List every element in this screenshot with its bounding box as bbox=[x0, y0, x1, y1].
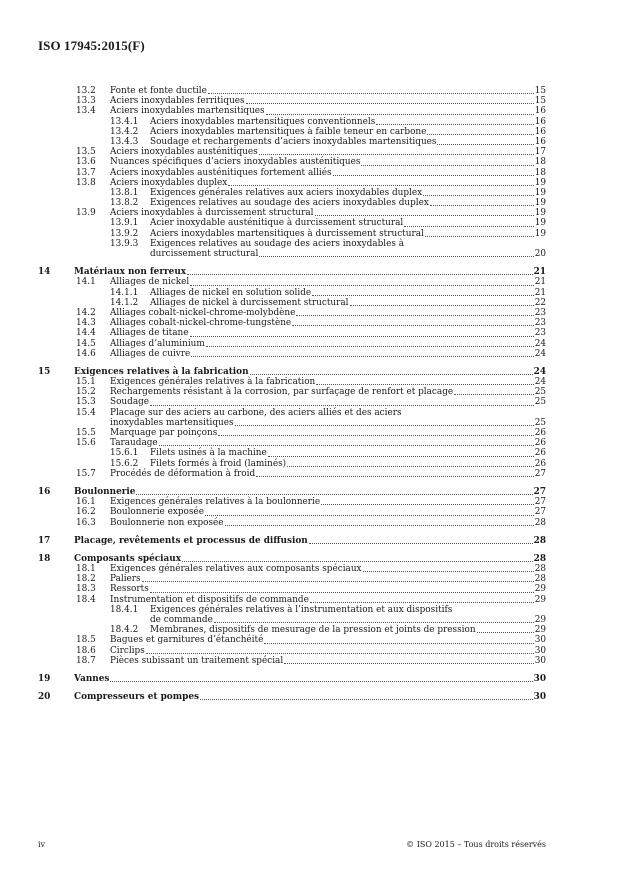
toc-page-number: 30 bbox=[534, 635, 546, 646]
toc-entry-title: inoxydables martensitiques bbox=[110, 417, 234, 428]
toc-page-number: 28 bbox=[533, 553, 546, 564]
toc-entry-number: 18.2 bbox=[76, 574, 96, 585]
toc-leader-dots bbox=[266, 114, 534, 115]
toc-entry[interactable] bbox=[38, 656, 546, 666]
toc-leader-dots bbox=[404, 226, 533, 227]
toc-page-number: 28 bbox=[534, 517, 546, 528]
toc-entry-number: 16.1 bbox=[76, 497, 96, 508]
toc-entry[interactable] bbox=[38, 469, 546, 479]
toc-page-number: 24 bbox=[534, 348, 546, 359]
toc-entry-number: 13.8.1 bbox=[110, 187, 139, 198]
toc-page-number: 25 bbox=[534, 387, 546, 398]
toc-entry-title: Boulonnerie bbox=[74, 486, 136, 497]
toc-page-number: 23 bbox=[534, 318, 546, 329]
toc-entry[interactable] bbox=[38, 459, 546, 469]
toc-leader-dots bbox=[321, 504, 534, 505]
toc-entry-number: 18 bbox=[38, 553, 51, 564]
toc-leader-dots bbox=[225, 525, 534, 526]
toc-page-number: 16 bbox=[534, 116, 546, 127]
toc-entry-title: Paliers bbox=[110, 574, 141, 585]
toc-leader-dots bbox=[256, 476, 534, 477]
toc-entry-number: 13.8.2 bbox=[110, 198, 139, 209]
toc-page-number: 15 bbox=[534, 86, 546, 96]
toc-entry-number: 15.6.2 bbox=[110, 458, 139, 469]
toc-page-number: 27 bbox=[534, 507, 546, 518]
toc-chapter-entry[interactable] bbox=[38, 267, 546, 277]
toc-leader-dots bbox=[296, 315, 533, 316]
toc-entry[interactable] bbox=[38, 178, 546, 188]
toc-leader-dots bbox=[454, 394, 534, 395]
toc-page-number: 29 bbox=[534, 594, 546, 605]
toc-page-number: 30 bbox=[533, 673, 546, 684]
toc-chapter-entry[interactable] bbox=[38, 692, 546, 702]
toc-leader-dots bbox=[437, 144, 533, 145]
toc-entry[interactable] bbox=[38, 147, 546, 157]
toc-page-number: 17 bbox=[534, 147, 546, 158]
toc-page-number: 16 bbox=[534, 106, 546, 117]
toc-entry-title: Vannes bbox=[74, 673, 110, 684]
toc-entry[interactable] bbox=[38, 168, 546, 178]
toc-entry[interactable] bbox=[38, 96, 546, 106]
toc-leader-dots bbox=[150, 592, 534, 593]
toc-page-number: 19 bbox=[534, 177, 546, 188]
toc-entry-number: 14.5 bbox=[76, 338, 96, 349]
toc-spacer bbox=[38, 479, 546, 487]
toc-entry-title: Rechargements résistant à la corrosion, par surfaçage de renfort et placage bbox=[110, 387, 454, 398]
toc-leader-dots bbox=[477, 632, 534, 633]
toc-entry-title: Instrumentation et dispositifs de commande bbox=[110, 594, 309, 605]
toc-leader-dots bbox=[363, 571, 534, 572]
toc-entry[interactable] bbox=[38, 418, 546, 428]
toc-entry[interactable] bbox=[38, 218, 546, 228]
toc-leader-dots bbox=[146, 653, 534, 654]
toc-leader-dots bbox=[182, 561, 533, 562]
toc-entry-number: 14.4 bbox=[76, 328, 96, 339]
toc-entry-title: Aciers inoxydables martensitiques à faible teneur en carbone bbox=[150, 126, 427, 137]
toc-entry[interactable] bbox=[38, 308, 546, 318]
toc-leader-dots bbox=[310, 602, 534, 603]
toc-entry[interactable] bbox=[38, 117, 546, 127]
toc-entry-title: Exigences générales relatives à la fabrication bbox=[110, 377, 316, 388]
toc-page-number: 19 bbox=[534, 228, 546, 239]
toc-page-number: 27 bbox=[534, 468, 546, 479]
toc-entry-title: Placage, revêtements et processus de diffusion bbox=[74, 535, 308, 546]
toc-entry-number: 13.4 bbox=[76, 106, 96, 117]
toc-entry-number: 18.1 bbox=[76, 564, 96, 575]
toc-entry-title: Exigences relatives à la fabrication bbox=[74, 366, 249, 377]
toc-leader-dots bbox=[190, 336, 534, 337]
toc-entry[interactable] bbox=[38, 408, 546, 418]
toc-entry-title: de commande bbox=[150, 615, 213, 625]
toc-page-number: 21 bbox=[534, 287, 546, 298]
toc-entry[interactable] bbox=[38, 249, 546, 259]
toc-leader-dots bbox=[142, 581, 534, 582]
toc-entry-number: 13.2 bbox=[76, 86, 96, 96]
toc-leader-dots bbox=[264, 643, 533, 644]
toc-entry-title: Fonte et fonte ductile bbox=[110, 86, 207, 96]
toc-entry-title: Procédés de déformation à froid bbox=[110, 468, 256, 479]
toc-entry-number: 13.9.2 bbox=[110, 228, 139, 239]
toc-chapter-entry[interactable] bbox=[38, 487, 546, 497]
toc-page-number: 18 bbox=[534, 157, 546, 168]
toc-page-number: 20 bbox=[534, 249, 546, 259]
toc-entry-number: 18.6 bbox=[76, 645, 96, 656]
toc-page-number: 25 bbox=[534, 417, 546, 428]
toc-leader-dots bbox=[246, 103, 534, 104]
toc-leader-dots bbox=[423, 195, 534, 196]
toc-leader-dots bbox=[110, 681, 532, 682]
toc-spacer bbox=[38, 528, 546, 536]
toc-entry-number: 14.3 bbox=[76, 318, 96, 329]
toc-entry-title: durcissement structural bbox=[150, 249, 259, 259]
toc-entry-number: 14.1.1 bbox=[110, 287, 139, 298]
toc-entry-title: Exigences relatives au soudage des aciers inoxydables à bbox=[150, 238, 405, 249]
toc-entry-title: Placage sur des aciers au carbone, des aciers alliés et des aciers bbox=[110, 407, 402, 418]
toc-leader-dots bbox=[190, 285, 533, 286]
toc-page-number: 27 bbox=[533, 486, 546, 497]
toc-entry-title: Circlips bbox=[110, 645, 145, 656]
toc-entry-number: 18.4.2 bbox=[110, 625, 139, 636]
toc-leader-dots bbox=[268, 456, 534, 457]
toc-entry-number: 19 bbox=[38, 673, 51, 684]
toc-page-number: 21 bbox=[534, 277, 546, 288]
toc-entry-number: 13.9 bbox=[76, 208, 96, 219]
toc-entry[interactable] bbox=[38, 288, 546, 298]
toc-entry-title: Pièces subissant un traitement spécial bbox=[110, 655, 284, 666]
toc-entry[interactable] bbox=[38, 397, 546, 407]
toc-page-number: 19 bbox=[534, 198, 546, 209]
toc-entry[interactable] bbox=[38, 497, 546, 507]
toc-entry-number: 14 bbox=[38, 267, 51, 278]
toc-entry[interactable] bbox=[38, 328, 546, 338]
toc-page-number: 23 bbox=[534, 328, 546, 339]
toc-entry-title: Aciers inoxydables austénitiques fortement alliés bbox=[110, 167, 332, 178]
toc-entry-number: 15.2 bbox=[76, 387, 96, 398]
toc-leader-dots bbox=[136, 494, 532, 495]
toc-entry-number: 15.5 bbox=[76, 428, 96, 438]
toc-page-number: 16 bbox=[534, 126, 546, 137]
toc-leader-dots bbox=[218, 435, 533, 436]
toc-entry-title: Alliages cobalt-nickel-chrome-tungstène bbox=[110, 318, 292, 329]
toc-entry[interactable] bbox=[38, 157, 546, 167]
toc-entry-number: 16.2 bbox=[76, 507, 96, 518]
toc-entry-title: Marquage par poinçons bbox=[110, 428, 218, 438]
toc-entry-number: 18.5 bbox=[76, 635, 96, 646]
toc-entry-title: Alliages de titane bbox=[110, 328, 189, 339]
toc-page-number: 24 bbox=[533, 366, 546, 377]
toc-entry-number: 13.4.1 bbox=[110, 116, 139, 127]
toc-entry-title: Aciers inoxydables duplex bbox=[110, 177, 228, 188]
toc-leader-dots bbox=[206, 346, 534, 347]
toc-page-number: 28 bbox=[534, 574, 546, 585]
toc-page-number: 19 bbox=[534, 218, 546, 229]
toc-leader-dots bbox=[259, 256, 533, 257]
toc-entry[interactable] bbox=[38, 448, 546, 458]
toc-entry-title: Alliages cobalt-nickel-chrome-molybdène bbox=[110, 307, 296, 318]
toc-entry-title: Alliages de nickel à durcissement structural bbox=[150, 297, 349, 308]
toc-entry-number: 13.6 bbox=[76, 157, 96, 168]
toc-page-number: 29 bbox=[534, 625, 546, 636]
toc-entry-title: Nuances spécifiques d’aciers inoxydables austénitiques bbox=[110, 157, 361, 168]
toc-leader-dots bbox=[287, 466, 534, 467]
toc-entry-number: 18.4.1 bbox=[110, 604, 139, 615]
toc-page-number: 26 bbox=[534, 458, 546, 469]
toc-entry-number: 15 bbox=[38, 366, 51, 377]
toc-page-number: 28 bbox=[533, 535, 546, 546]
toc-page-number: 16 bbox=[534, 136, 546, 147]
toc-entry[interactable] bbox=[38, 188, 546, 198]
toc-entry[interactable] bbox=[38, 137, 546, 147]
document-id: ISO 17945:2015(F) bbox=[38, 38, 145, 53]
toc-leader-dots bbox=[309, 543, 533, 544]
toc-entry-number: 14.2 bbox=[76, 307, 96, 318]
toc-entry-number: 14.6 bbox=[76, 348, 96, 359]
toc-entry-number: 16.3 bbox=[76, 517, 96, 528]
toc-entry-number: 15.7 bbox=[76, 468, 96, 479]
toc-entry[interactable] bbox=[38, 318, 546, 328]
toc-entry-title: Aciers inoxydables à durcissement structural bbox=[110, 208, 314, 219]
toc-leader-dots bbox=[376, 124, 533, 125]
toc-entry[interactable] bbox=[38, 339, 546, 349]
toc-leader-dots bbox=[259, 154, 534, 155]
toc-entry[interactable] bbox=[38, 625, 546, 635]
toc-entry-number: 13.7 bbox=[76, 167, 96, 178]
toc-entry-number: 14.1.2 bbox=[110, 297, 139, 308]
toc-entry[interactable] bbox=[38, 438, 546, 448]
toc-entry-title: Bagues et garnitures d’étanchéité bbox=[110, 635, 264, 646]
toc-entry[interactable] bbox=[38, 615, 546, 625]
toc-entry-number: 17 bbox=[38, 535, 51, 546]
toc-entry-number: 18.3 bbox=[76, 584, 96, 595]
toc-entry-number: 13.4.2 bbox=[110, 126, 139, 137]
toc-entry-title: Aciers inoxydables austénitiques bbox=[110, 147, 258, 158]
toc-entry[interactable] bbox=[38, 298, 546, 308]
toc-entry[interactable] bbox=[38, 208, 546, 218]
toc-page-number: 29 bbox=[534, 584, 546, 595]
toc-entry[interactable] bbox=[38, 635, 546, 645]
toc-entry-title: Aciers inoxydables ferritiques bbox=[110, 96, 245, 107]
toc-entry-title: Alliages de cuivre bbox=[110, 348, 191, 359]
toc-leader-dots bbox=[205, 515, 534, 516]
toc-entry[interactable] bbox=[38, 428, 546, 438]
toc-entry-title: Exigences générales relatives aux aciers inoxydables duplex bbox=[150, 187, 423, 198]
toc-entry-number: 13.4.3 bbox=[110, 136, 139, 147]
toc-entry[interactable] bbox=[38, 595, 546, 605]
toc-leader-dots bbox=[333, 175, 534, 176]
toc-page-number: 19 bbox=[534, 187, 546, 198]
toc-page-number: 19 bbox=[534, 208, 546, 219]
toc-page-number: 28 bbox=[534, 564, 546, 575]
toc-spacer bbox=[38, 546, 546, 554]
toc-spacer bbox=[38, 666, 546, 674]
toc-leader-dots bbox=[187, 274, 533, 275]
toc-entry-title: Membranes, dispositifs de mesurage de la pression et joints de pression bbox=[150, 625, 476, 636]
copyright-notice: © ISO 2015 – Tous droits réservés bbox=[406, 840, 546, 849]
toc-spacer bbox=[38, 359, 546, 367]
table-of-contents bbox=[38, 86, 546, 702]
toc-leader-dots bbox=[235, 425, 534, 426]
toc-page-number: 26 bbox=[534, 428, 546, 438]
toc-leader-dots bbox=[214, 622, 534, 623]
toc-entry-number: 18.7 bbox=[76, 655, 96, 666]
toc-entry[interactable] bbox=[38, 584, 546, 594]
toc-leader-dots bbox=[312, 295, 534, 296]
toc-page-number: 24 bbox=[534, 338, 546, 349]
toc-chapter-entry[interactable] bbox=[38, 554, 546, 564]
toc-entry-title: Exigences générales relatives à l’instrumentation et aux dispositifs bbox=[150, 604, 453, 615]
toc-leader-dots bbox=[427, 134, 533, 135]
toc-entry-number: 13.5 bbox=[76, 147, 96, 158]
toc-page-number: 22 bbox=[534, 297, 546, 308]
toc-entry-number: 20 bbox=[38, 692, 51, 703]
toc-page-number: 30 bbox=[533, 692, 546, 703]
toc-leader-dots bbox=[284, 663, 534, 664]
toc-entry[interactable] bbox=[38, 605, 546, 615]
toc-page-number: 29 bbox=[534, 615, 546, 625]
toc-entry-number: 15.4 bbox=[76, 407, 96, 418]
toc-leader-dots bbox=[228, 185, 533, 186]
toc-leader-dots bbox=[425, 236, 534, 237]
toc-leader-dots bbox=[315, 215, 534, 216]
toc-leader-dots bbox=[361, 165, 533, 166]
toc-entry-number: 18.4 bbox=[76, 594, 96, 605]
toc-entry-number: 13.9.1 bbox=[110, 218, 139, 229]
toc-entry-title: Aciers inoxydables martensitiques bbox=[110, 106, 265, 117]
toc-leader-dots bbox=[191, 356, 533, 357]
toc-leader-dots bbox=[292, 325, 534, 326]
toc-entry-title: Ressorts bbox=[110, 584, 149, 595]
toc-entry[interactable] bbox=[38, 507, 546, 517]
toc-entry-title: Alliages de nickel en solution solide bbox=[150, 287, 312, 298]
toc-entry-number: 15.6 bbox=[76, 438, 96, 449]
toc-entry[interactable] bbox=[38, 239, 546, 249]
toc-page-number: 30 bbox=[534, 655, 546, 666]
toc-entry-title: Soudage et rechargements d’aciers inoxydables martensitiques bbox=[150, 136, 437, 147]
toc-entry[interactable] bbox=[38, 229, 546, 239]
toc-entry-number: 13.3 bbox=[76, 96, 96, 107]
toc-page-number: 15 bbox=[534, 96, 546, 107]
toc-entry[interactable] bbox=[38, 86, 546, 96]
toc-entry-title: Acier inoxydable austénitique à durcissement structural bbox=[150, 218, 404, 229]
toc-entry-title: Compresseurs et pompes bbox=[74, 692, 199, 703]
toc-leader-dots bbox=[250, 374, 533, 375]
toc-entry-title: Boulonnerie exposée bbox=[110, 507, 204, 518]
toc-entry[interactable] bbox=[38, 377, 546, 387]
toc-entry-number: 15.6.1 bbox=[110, 448, 139, 459]
toc-entry[interactable] bbox=[38, 198, 546, 208]
toc-entry[interactable] bbox=[38, 387, 546, 397]
toc-leader-dots bbox=[430, 205, 534, 206]
toc-page-number: 25 bbox=[534, 397, 546, 408]
toc-entry-title: Filets formés à froid (laminés) bbox=[150, 458, 287, 469]
toc-page-number: 23 bbox=[534, 307, 546, 318]
toc-leader-dots bbox=[150, 405, 534, 406]
toc-entry-number: 15.3 bbox=[76, 397, 96, 408]
toc-entry-number: 13.8 bbox=[76, 177, 96, 188]
toc-entry-title: Alliages de nickel bbox=[110, 277, 190, 288]
toc-page-number: 26 bbox=[534, 448, 546, 459]
toc-entry-number: 15.1 bbox=[76, 377, 96, 388]
toc-page-number: 27 bbox=[534, 497, 546, 508]
toc-leader-dots bbox=[159, 445, 534, 446]
toc-page-number: 26 bbox=[534, 438, 546, 449]
toc-entry-title: Alliages d’aluminium bbox=[110, 338, 205, 349]
toc-chapter-entry[interactable] bbox=[38, 367, 546, 377]
toc-entry-title: Taraudage bbox=[110, 438, 158, 449]
toc-entry-title: Aciers inoxydables martensitiques à durcissement structural bbox=[150, 228, 424, 239]
toc-entry[interactable] bbox=[38, 277, 546, 287]
toc-entry[interactable] bbox=[38, 564, 546, 574]
toc-entry-title: Exigences générales relatives à la boulonnerie bbox=[110, 497, 321, 508]
toc-page-number: 30 bbox=[534, 645, 546, 656]
toc-chapter-entry[interactable] bbox=[38, 674, 546, 684]
toc-entry-title: Filets usinés à la machine bbox=[150, 448, 267, 459]
toc-entry-title: Composants spéciaux bbox=[74, 553, 182, 564]
toc-entry-title: Matériaux non ferreux bbox=[74, 267, 187, 278]
toc-entry-title: Boulonnerie non exposée bbox=[110, 517, 224, 528]
toc-leader-dots bbox=[208, 93, 534, 94]
page-number: iv bbox=[38, 840, 46, 849]
toc-entry-title: Soudage bbox=[110, 397, 150, 408]
toc-spacer bbox=[38, 684, 546, 692]
toc-page-number: 18 bbox=[534, 167, 546, 178]
toc-entry[interactable] bbox=[38, 518, 546, 528]
toc-entry[interactable] bbox=[38, 127, 546, 137]
toc-entry-number: 16 bbox=[38, 486, 51, 497]
toc-leader-dots bbox=[200, 699, 533, 700]
toc-leader-dots bbox=[350, 305, 534, 306]
toc-entry-number: 13.9.3 bbox=[110, 238, 139, 249]
toc-page-number: 21 bbox=[533, 267, 546, 278]
toc-entry[interactable] bbox=[38, 349, 546, 359]
toc-entry[interactable] bbox=[38, 646, 546, 656]
toc-spacer bbox=[38, 259, 546, 267]
toc-entry-number: 14.1 bbox=[76, 277, 96, 288]
toc-entry-title: Exigences relatives au soudage des aciers inoxydables duplex bbox=[150, 198, 429, 209]
toc-entry-title: Aciers inoxydables martensitiques conventionnels bbox=[150, 116, 376, 127]
toc-entry-title: Exigences générales relatives aux composants spéciaux bbox=[110, 564, 362, 575]
toc-entry[interactable] bbox=[38, 106, 546, 116]
toc-leader-dots bbox=[316, 384, 533, 385]
toc-chapter-entry[interactable] bbox=[38, 536, 546, 546]
toc-page-number: 24 bbox=[534, 377, 546, 388]
toc-entry[interactable] bbox=[38, 574, 546, 584]
